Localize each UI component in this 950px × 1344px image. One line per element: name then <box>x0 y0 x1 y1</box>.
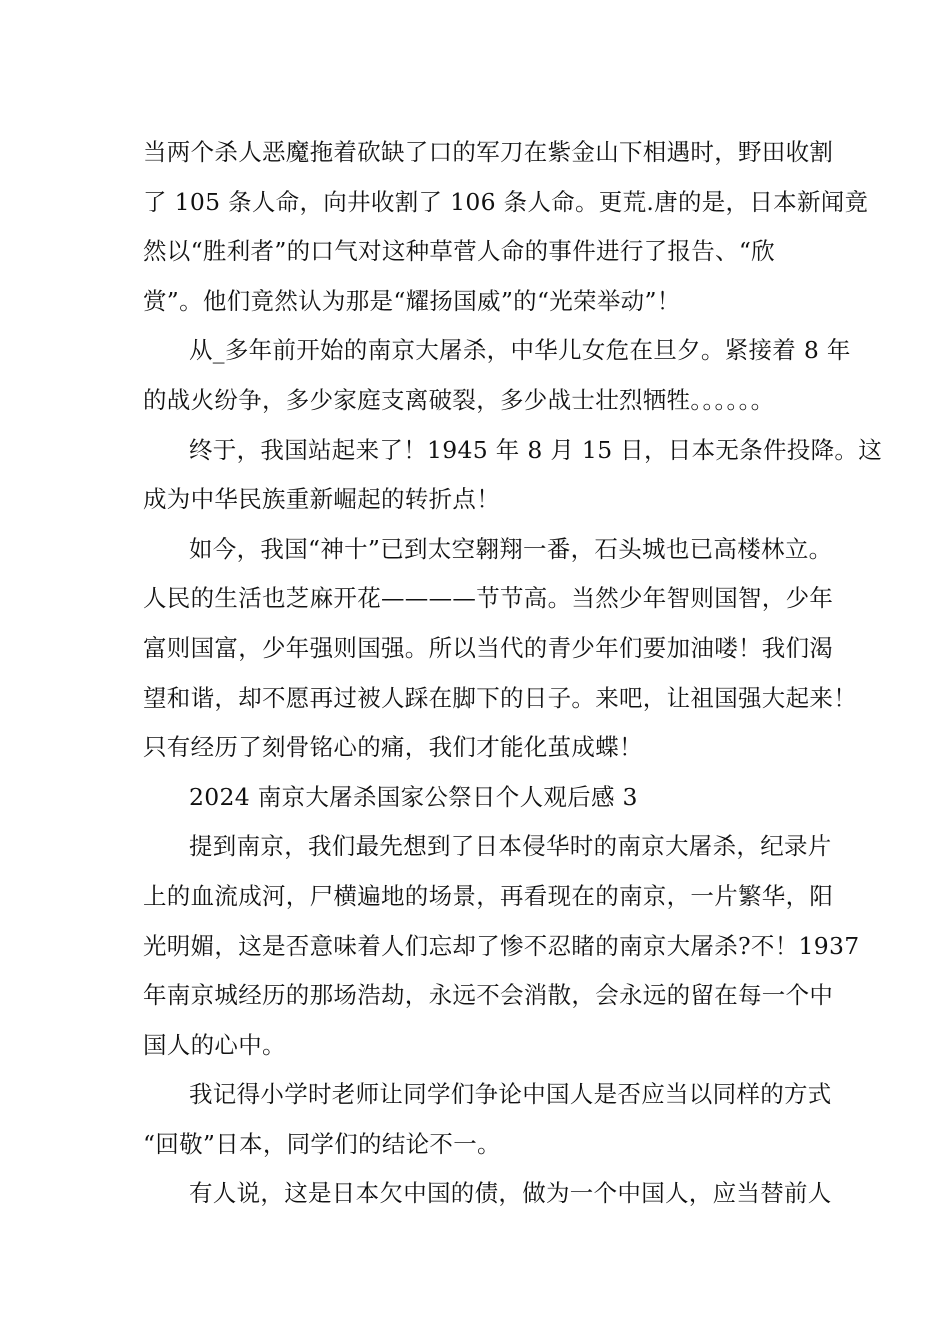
text-line: 提到南京，我们最先想到了日本侵华时的南京大屠杀，纪录片 <box>189 832 832 861</box>
text-line: 然以“胜利者”的口气对这种草菅人命的事件进行了报告、“欣 <box>143 237 775 266</box>
text-line: 富则国富，少年强则国强。所以当代的青少年们要加油喽！我们渴 <box>143 633 834 662</box>
text-line: 成为中华民族重新崛起的转折点！ <box>143 485 500 514</box>
text-line: 上的血流成河，尸横遍地的场景，再看现在的南京，一片繁华，阳 <box>143 881 834 910</box>
text-line: 当两个杀人恶魔拖着砍缺了口的军刀在紫金山下相遇时，野田收割 <box>143 138 834 166</box>
text-line: 国人的心中。 <box>143 1030 286 1059</box>
text-line: 从_多年前开始的南京大屠杀，中华儿女危在旦夕。紧接着 8 年 <box>189 336 851 365</box>
text-line: 望和谐，却不愿再过被人踩在脚下的日子。来吧，让祖国强大起来！ <box>143 683 857 712</box>
text-line: “回敬”日本，同学们的结论不一。 <box>143 1129 501 1158</box>
document-body <box>143 128 883 1219</box>
text-line: 有人说，这是日本欠中国的债，做为一个中国人，应当替前人 <box>189 1179 832 1208</box>
text-line: 年南京城经历的那场浩劫，永远不会消散，会永远的留在每一个中 <box>143 981 834 1010</box>
text-line: 了 105 条人命，向井收割了 106 条人命。更荒.唐的是，日本新闻竟 <box>143 187 869 216</box>
text-line: 的战火纷争，多少家庭支离破裂，多少战士壮烈牺牲。。。。。。 <box>143 385 775 414</box>
text-line: 如今，我国“神十”已到太空翱翔一番，石头城也已高楼林立。 <box>189 534 833 563</box>
text-line: 终于，我国站起来了！1945 年 8 月 15 日，日本无条件投降。这 <box>189 435 883 464</box>
text-line: 2024 南京大屠杀国家公祭日个人观后感 3 <box>189 782 638 811</box>
text-line: 只有经历了刻骨铭心的痛，我们才能化茧成蝶！ <box>143 733 643 762</box>
text-line: 人民的生活也芝麻开花————节节高。当然少年智则国智，少年 <box>143 584 834 613</box>
text-line: 赏”。他们竟然认为那是“耀扬国威”的“光荣举动”！ <box>143 286 681 315</box>
text-line: 光明媚，这是否意味着人们忘却了惨不忍睹的南京大屠杀?不！1937 <box>143 931 860 960</box>
text-line: 我记得小学时老师让同学们争论中国人是否应当以同样的方式 <box>189 1080 832 1109</box>
